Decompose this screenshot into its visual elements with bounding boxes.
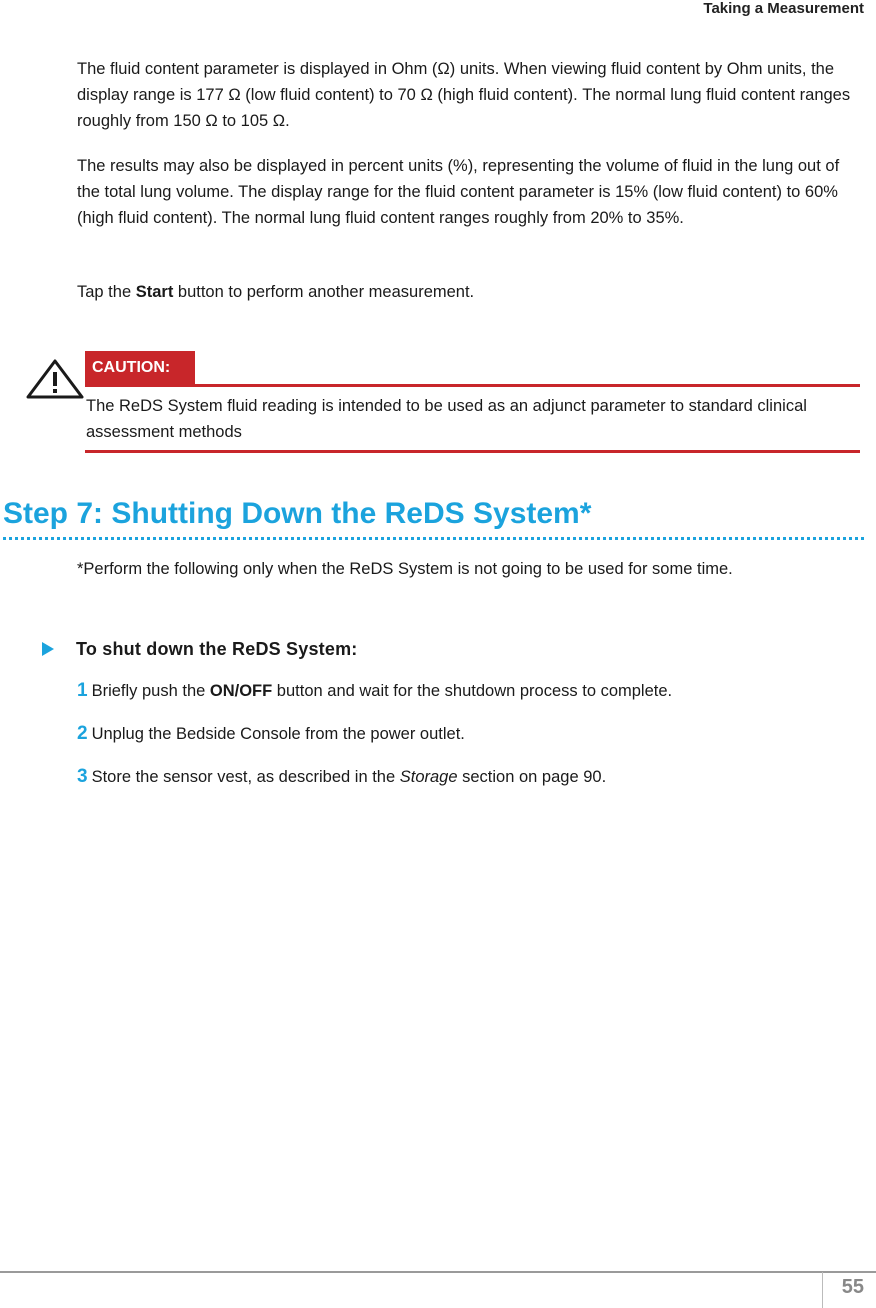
- footer-separator: [822, 1272, 823, 1308]
- procedure-title: To shut down the ReDS System:: [76, 638, 358, 659]
- caution-bottom-rule: [85, 450, 860, 453]
- paragraph-ohm-units: The fluid content parameter is displayed in Ohm (Ω) units. When viewing fluid content by Ohm units, the display range is 177 Ω (low fluid content) to 70 Ω (high fluid content). The normal lung fluid content ranges roughly from 150 Ω to 105 Ω.: [77, 60, 851, 130]
- step-1: [77, 678, 672, 704]
- section-note: *Perform the following only when the ReDS System is not going to be used for some time.: [77, 560, 733, 578]
- step-2: [77, 721, 465, 747]
- step-2-number: 2: [77, 723, 88, 744]
- tap-text-before: Tap the: [77, 283, 136, 301]
- start-button-reference: Start: [135, 283, 174, 301]
- caution-label: CAUTION:: [85, 351, 195, 384]
- paragraph-tap-start: [77, 279, 865, 305]
- paragraph-percent-units: The results may also be displayed in percent units (%), representing the volume of fluid in the lung out of the total lung volume. The display range for the fluid content parameter is 15% (low fluid content) to 60% (high fluid content). The normal lung fluid content ranges roughly from 20% to 35%.: [77, 157, 840, 227]
- footer-rule: [0, 1271, 876, 1273]
- step-2-text: Unplug the Bedside Console from the power outlet.: [91, 725, 465, 743]
- step-3-text-after: section on page 90.: [457, 768, 607, 786]
- arrow-right-icon: [42, 642, 54, 656]
- procedure-heading: [42, 636, 358, 662]
- step-1-text-after: button and wait for the shutdown process to complete.: [272, 682, 673, 700]
- page-number: 55: [841, 1276, 864, 1298]
- section-heading: Step 7: Shutting Down the ReDS System*: [3, 497, 592, 530]
- step-3: [77, 764, 606, 790]
- storage-section-reference: Storage: [399, 768, 458, 786]
- heading-dotted-rule: [3, 537, 864, 540]
- step-3-text-before: Store the sensor vest, as described in the: [91, 768, 400, 786]
- step-1-text-before: Briefly push the: [91, 682, 210, 700]
- on-off-button-reference: ON/OFF: [209, 682, 273, 700]
- caution-text: The ReDS System fluid reading is intended to be used as an adjunct parameter to standard clinical assessment methods: [86, 397, 807, 441]
- tap-text-after: button to perform another measurement.: [173, 283, 475, 301]
- caution-top-rule: [85, 384, 860, 387]
- step-3-number: 3: [77, 766, 88, 787]
- step-1-number: 1: [77, 680, 88, 701]
- warning-triangle-icon: [26, 359, 84, 399]
- running-header: Taking a Measurement: [703, 0, 864, 17]
